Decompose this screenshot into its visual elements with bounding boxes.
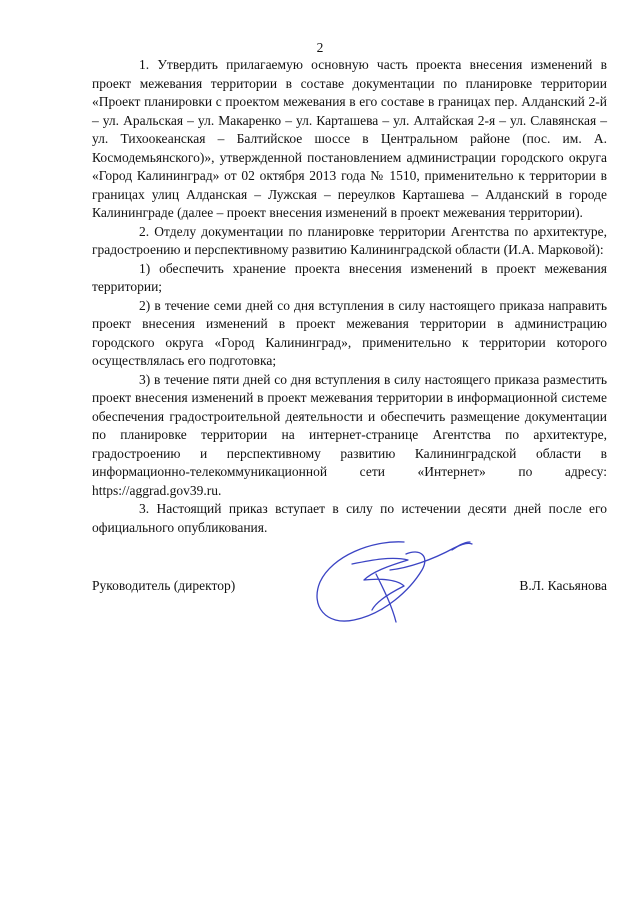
page-number: 2 — [316, 40, 324, 55]
signatory-name: В.Л. Касьянова — [519, 578, 607, 593]
paragraph-department-instruction: 2. Отделу документации по планировке территории Агентства по архитектуре, градостроению и перспективному развитию Калининградской области (И.А. Марковой): — [92, 223, 607, 257]
signature-block — [92, 578, 607, 602]
paragraph-publish-online: 3) в течение пяти дней со дня вступления в силу настоящего приказа разместить проект внесения изменений в проект межевания территории в информационной системе обеспечения градостроительной деятельности и обеспечить размещение документации по планировке территории на интернет-странице Агентства по архитектуре, градостроению и перспективному развитию Калининградской области в информационно-телекоммуникационной сети «Интернет» по адресу: https://aggrad.gov39.ru. — [92, 371, 607, 498]
signatory-title: Руководитель (директор) — [92, 578, 236, 593]
paragraph-effective-date: 3. Настоящий приказ вступает в силу по истечении десяти дней после его официального опубликования. — [92, 501, 607, 535]
paragraph-approve: 1. Утвердить прилагаемую основную часть проекта внесения изменений в проект межевания территории в составе документации по планировке территории «Проект планировки с проектом межевания в его составе в границах пер. Алданский 2-й – ул. Аральская – ул. Макаренко – ул. Карташева – ул. Алтайская 2-я – ул. Славянская – ул. Тихоокеанская – Балтийское шоссе в Центральном районе (пос. им. А. Космодемьянского)», утвержденной постановлением администрации городского округа «Город Калининград» от 02 октября 2013 года № 1510, применительно к территории в границах улиц Алданская – Лужская – переулков Карташева – Алданский в городе Калининграде (далее – проект внесения изменений в проект межевания территории). — [92, 57, 607, 220]
paragraph-send-to-administration: 2) в течение семи дней со дня вступления в силу настоящего приказа направить проект внесения изменений в проект межевания территории в администрацию городского округа «Город Калининград», применительно к территории которого осуществлялась его подготовка; — [92, 297, 607, 368]
document-body — [92, 56, 607, 537]
paragraph-storage: 1) обеспечить хранение проекта внесения изменений в проект межевания территории; — [92, 260, 607, 294]
